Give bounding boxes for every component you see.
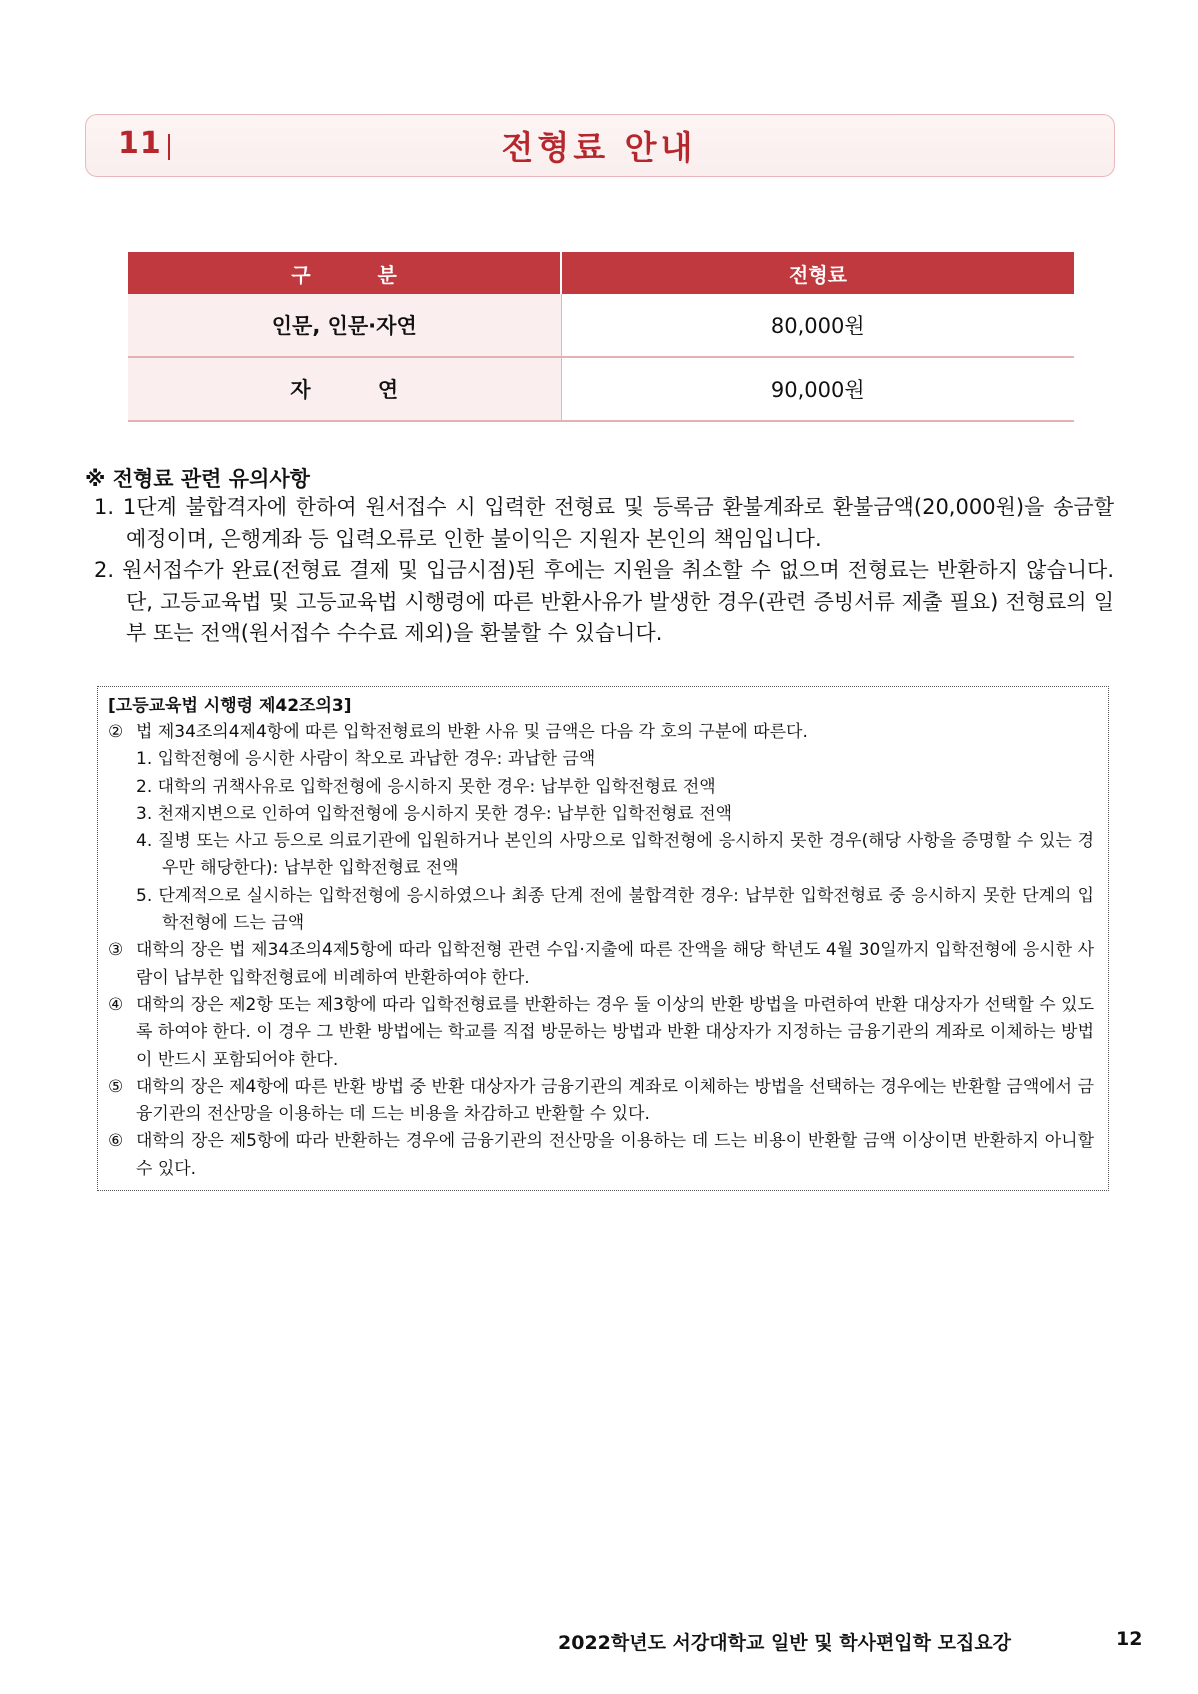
fee-cell: 80,000원 [561, 294, 1074, 357]
law-title: [고등교육법 시행령 제42조의3] [108, 696, 352, 716]
fee-cell: 90,000원 [561, 357, 1074, 421]
table-header-row [128, 252, 1074, 294]
law-excerpt-box [97, 686, 1109, 1191]
section-number: 11 [118, 126, 162, 161]
law-item: 1. 입학전형에 응시한 사람이 착오로 과납한 경우: 과납한 금액 [136, 749, 596, 770]
list-item: 1. 1단계 불합격자에 한하여 원서접수 시 입력한 전형료 및 등록금 환불계좌로 환불금액(20,000원)을 송금할 예정이며, 은행계좌 등 입력오류로 인한 불이익은 지원자 본인의 책임입니다. [94, 495, 1114, 551]
list-item: 2. 원서접수가 완료(전형료 결제 및 입금시점)된 후에는 지원을 취소할 수 없으며 전형료는 반환하지 않습니다. 단, 고등교육법 및 고등교육법 시행령에 따른 반환사유가 발생한 경우(관련 증빙서류 제출 필요) 전형료의 일부 또는 전액(원서접수 수수료 제외)을 환불할 수 있습니다. [94, 558, 1114, 645]
law-paragraph-3: ③ 대학의 장은 법 제34조의4제5항에 따라 입학전형 관련 수입·지출에 따른 잔액을 해당 학년도 4월 30일까지 입학전형에 응시한 사람이 납부한 입학전형료에 비례하여 반환하여야 한다. [108, 940, 1094, 988]
law-item: 3. 천재지변으로 인하여 입학전형에 응시하지 못한 경우: 납부한 입학전형료 전액 [136, 803, 733, 824]
page-number: 12 [1116, 1628, 1143, 1650]
law-paragraph-6: ⑥ 대학의 장은 제5항에 따라 반환하는 경우에 금융기관의 전산망을 이용하는 데 드는 비용이 반환할 금액 이상이면 반환하지 아니할 수 있다. [108, 1131, 1094, 1179]
footer-text: 2022학년도 서강대학교 일반 및 학사편입학 모집요강 [558, 1632, 1012, 1654]
law-paragraph-2: ② 법 제34조의4제4항에 따른 입학전형료의 반환 사유 및 금액은 다음 각 호의 구분에 따른다. [108, 722, 808, 742]
law-paragraph-4: ④ 대학의 장은 제2항 또는 제3항에 따라 입학전형료를 반환하는 경우 둘 이상의 반환 방법을 마련하여 반환 대상자가 선택할 수 있도록 하여야 한다. 이 경우 그 반환 방법에는 학교를 직접 방문하는 방법과 반환 대상자가 지정하는 금융기관의 계좌로 이체하는 방법이 반드시 포함되어야 한다. [108, 994, 1094, 1070]
notes-list [94, 492, 1114, 650]
header-category: 구 분 [128, 252, 561, 294]
law-item: 5. 단계적으로 실시하는 입학전형에 응시하였으나 최종 단계 전에 불합격한 경우: 납부한 입학전형료 중 응시하지 못한 단계의 입학전형에 드는 금액 [136, 885, 1094, 934]
notes-title: ※ 전형료 관련 유의사항 [85, 467, 310, 491]
law-item: 2. 대학의 귀책사유로 입학전형에 응시하지 못한 경우: 납부한 입학전형료 전액 [136, 776, 716, 797]
category-cell: 자 연 [128, 357, 561, 421]
header-fee: 전형료 [561, 252, 1074, 294]
table-row [128, 357, 1074, 421]
law-item: 4. 질병 또는 사고 등으로 의료기관에 입원하거나 본인의 사망으로 입학전형에 응시하지 못한 경우(해당 사항을 증명할 수 있는 경우만 해당한다): 납부한 입학전형료 전액 [136, 831, 1094, 879]
fee-table [128, 252, 1074, 422]
table-row [128, 294, 1074, 357]
page-title: 전형료 안내 [501, 128, 697, 167]
category-cell: 인문, 인문·자연 [128, 294, 561, 357]
law-paragraph-5: ⑤ 대학의 장은 제4항에 따른 반환 방법 중 반환 대상자가 금융기관의 계좌로 이체하는 방법을 선택하는 경우에는 반환할 금액에서 금융기관의 전산망을 이용하는 데 드는 비용을 차감하고 반환할 수 있다. [108, 1076, 1094, 1125]
